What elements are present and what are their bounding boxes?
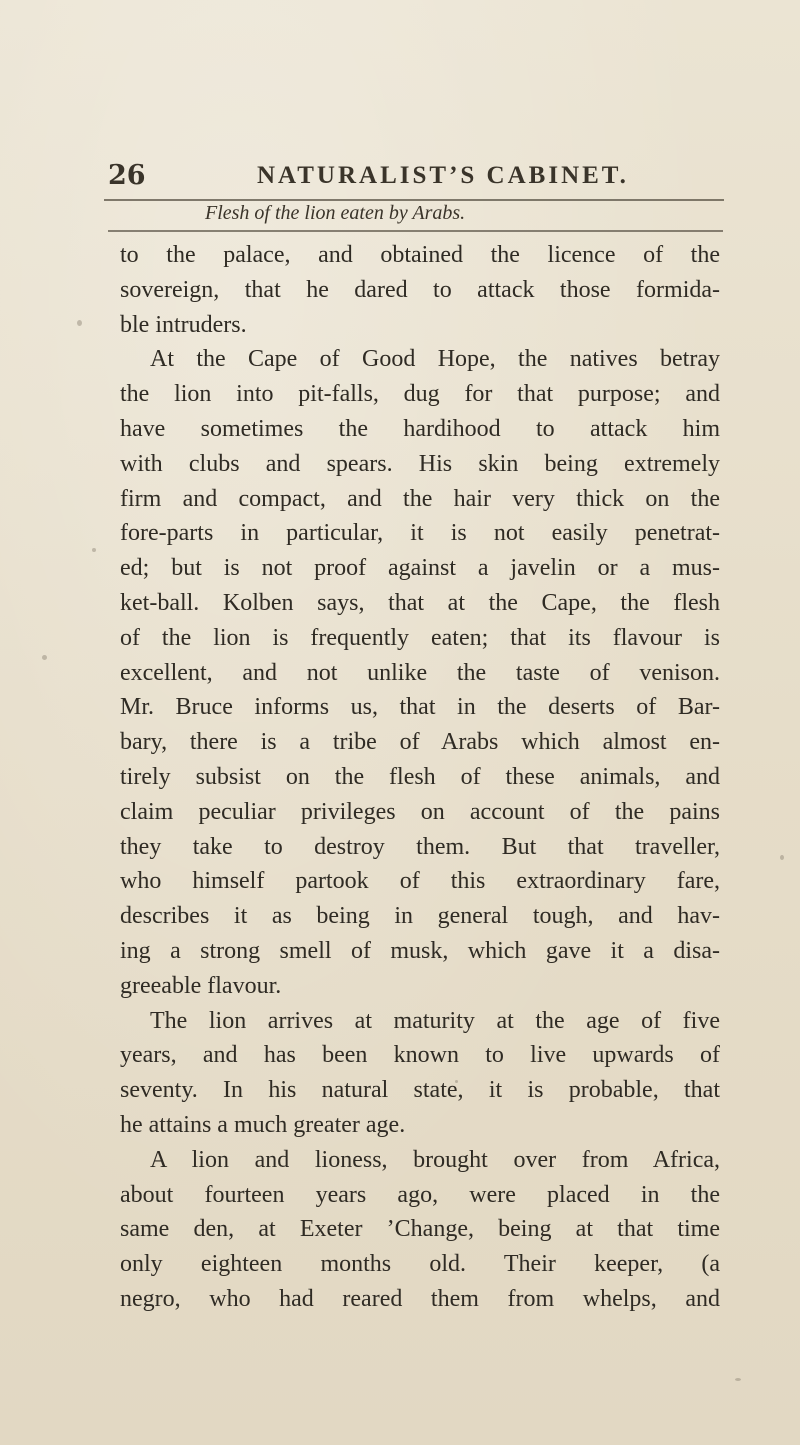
text-line: ed; but is not proof against a javelin or a mus-: [120, 555, 720, 582]
header-rule-bottom: [108, 230, 723, 232]
text-line: about fourteen years ago, were placed in the: [120, 1181, 720, 1208]
text-line: claim peculiar privileges on account of the pains: [120, 798, 720, 825]
text-line: firm and compact, and the hair very thick on the: [120, 485, 720, 512]
text-line: years, and has been known to live upwards of: [120, 1042, 720, 1069]
text-line: of the lion is frequently eaten; that its flavour is: [120, 624, 720, 651]
text-line: they take to destroy them. But that traveller,: [120, 833, 720, 860]
text-line: At the Cape of Good Hope, the natives betray: [150, 346, 720, 373]
text-line: describes it as being in general tough, and hav-: [120, 903, 720, 930]
text-line: A lion and lioness, brought over from Africa,: [150, 1146, 720, 1173]
page-header: [108, 160, 728, 200]
text-line: sovereign, that he dared to attack those formida-: [120, 276, 720, 303]
body-text: [120, 238, 720, 1317]
text-line: to the palace, and obtained the licence of the: [120, 242, 720, 268]
text-line: who himself partook of this extraordinary fare,: [120, 868, 720, 895]
text-line: seventy. In his natural state, it is probable, that: [120, 1077, 720, 1104]
text-line: ket-ball. Kolben says, that at the Cape, the flesh: [120, 589, 720, 616]
paper-speck: [92, 548, 96, 552]
paper-speck: [42, 655, 47, 660]
paper-speck: [735, 1378, 741, 1381]
text-line: ing a strong smell of musk, which gave it a disa-: [120, 937, 720, 964]
paper-speck: [455, 1080, 458, 1083]
text-line: he attains a much greater age.: [120, 1111, 406, 1138]
paper-speck: [780, 855, 784, 860]
text-line: the lion into pit-falls, dug for that purpose; and: [120, 381, 720, 408]
text-line: negro, who had reared them from whelps, and: [120, 1285, 720, 1312]
paper-speck: [77, 320, 82, 326]
text-line: have sometimes the hardihood to attack him: [120, 415, 720, 442]
text-line: Mr. Bruce informs us, that in the deserts of Bar-: [120, 694, 720, 721]
text-line: excellent, and not unlike the taste of venison.: [120, 659, 720, 686]
text-line: greeable flavour.: [120, 972, 282, 999]
text-line: same den, at Exeter ’Change, being at that time: [120, 1216, 720, 1243]
text-line: The lion arrives at maturity at the age of five: [150, 1007, 720, 1034]
text-line: ble intruders.: [120, 311, 247, 338]
running-title: NATURALIST’S CABINET.: [257, 162, 629, 189]
text-line: fore-parts in particular, it is not easily penetrat-: [120, 520, 720, 547]
text-line: tirely subsist on the flesh of these animals, and: [120, 763, 720, 790]
page-number: 26: [108, 160, 146, 191]
text-line: bary, there is a tribe of Arabs which almost en-: [120, 729, 720, 756]
section-subtitle: Flesh of the lion eaten by Arabs.: [205, 202, 466, 224]
header-rule-top: [104, 199, 724, 201]
text-line: with clubs and spears. His skin being extremely: [120, 450, 720, 477]
text-line: only eighteen months old. Their keeper, (a: [120, 1251, 720, 1278]
